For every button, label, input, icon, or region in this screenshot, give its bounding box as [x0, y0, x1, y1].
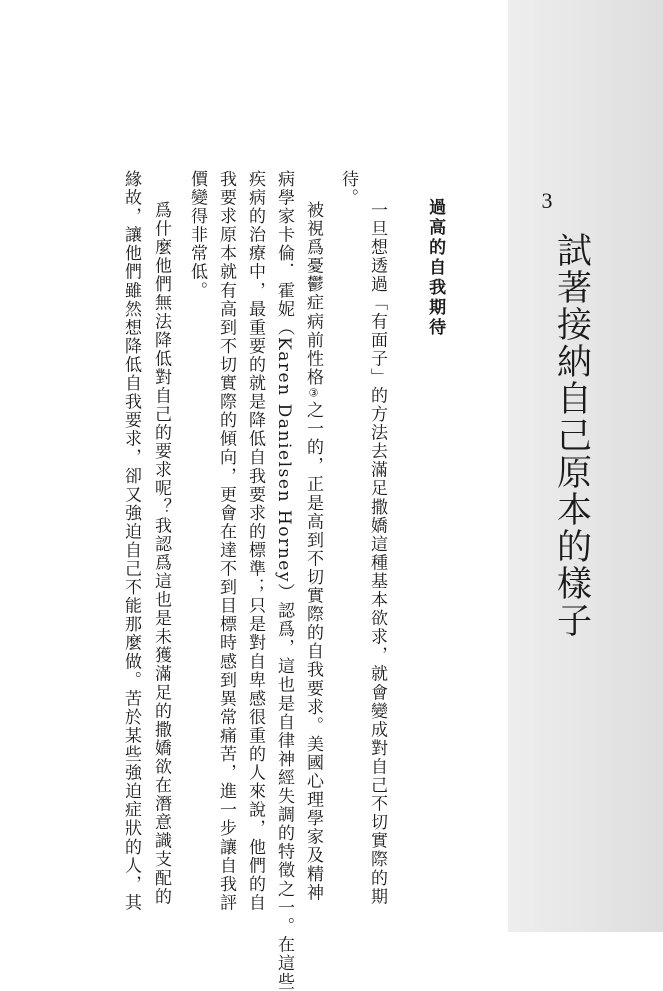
body-line-7: 價變得非常低。: [187, 170, 207, 300]
body-line-9: 緣故，讓他們雖然想降低自我要求，卻又強迫自己不能那麼做。苦於某些強迫症狀的人，其: [121, 170, 141, 912]
body-line-3: [304, 201, 321, 902]
body-line-6: 我要求原本就有高到不切實際的傾向，更會在達不到目標時感到異常痛苦，進一步讓自我評: [216, 170, 236, 912]
body-line-2: 待。: [338, 170, 358, 208]
body-line-8: 爲什麼他們無法降低對自己的要求呢？我認爲這也是未獲滿足的撒嬌欲在潛意識支配的: [151, 201, 171, 906]
chapter-number: 3: [541, 188, 553, 213]
body-line-5: 疾病的治療中，最重要的就是降低自我要求的標準；只是對自卑感很重的人來說，他們的自: [245, 170, 265, 912]
section-heading: 過高的自我期待: [425, 198, 446, 338]
body-line-4: 病學家卡倫．霍妮（Karen Danielsen Horney）認爲，這也是自律神經失調的特徵之一。在這些: [274, 170, 294, 991]
body-line-1: 一旦想透過「有面子」的方法去滿足撒嬌這種基本欲求，就會變成對自己不切實際的期: [367, 201, 387, 906]
chapter-title: 試著接納自己原本的樣子: [551, 232, 592, 639]
footnote-mark: ③: [307, 386, 320, 402]
body-line-3-part-1: 被視爲憂鬱症病前性格: [303, 201, 323, 387]
body-line-3-part-2: 之一的，正是高到不切實際的自我要求。美國心理學家及精神: [303, 401, 323, 902]
